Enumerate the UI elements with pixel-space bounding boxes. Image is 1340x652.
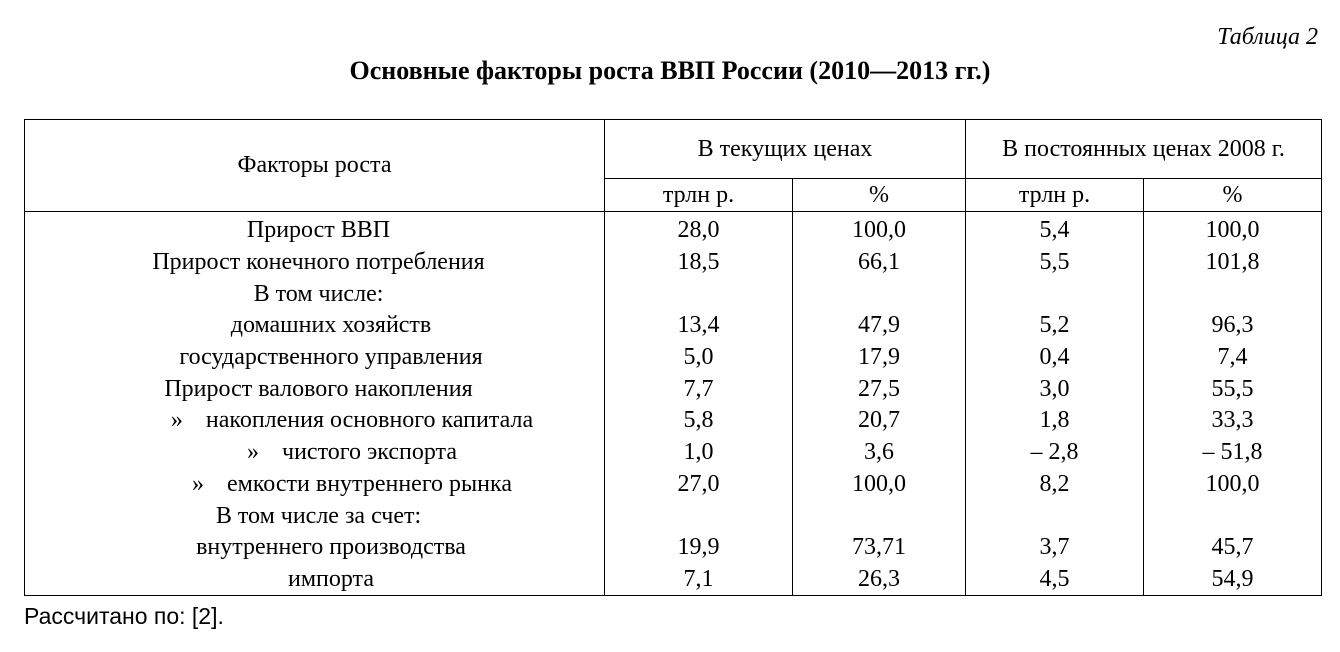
cell-current-pct — [793, 278, 966, 310]
ditto-mark: » — [247, 439, 260, 466]
table-row — [25, 212, 1322, 247]
table-label: Таблица 2 — [1217, 24, 1318, 50]
row-label: В том числе: — [25, 278, 605, 310]
header-factor: Факторы роста — [25, 120, 605, 212]
cell-current-pct: 47,9 — [793, 310, 966, 342]
table-row — [25, 564, 1322, 596]
cell-constant-trln: 5,5 — [966, 247, 1144, 279]
cell-current-trln: 18,5 — [605, 247, 793, 279]
cell-constant-trln: 8,2 — [966, 469, 1144, 501]
cell-current-pct: 17,9 — [793, 342, 966, 374]
cell-constant-pct: 96,3 — [1144, 310, 1322, 342]
cell-constant-pct: 55,5 — [1144, 373, 1322, 405]
cell-constant-trln: 1,8 — [966, 405, 1144, 437]
cell-constant-pct: 101,8 — [1144, 247, 1322, 279]
row-label: импорта — [25, 564, 605, 596]
row-label: В том числе за счет: — [25, 500, 605, 532]
cell-constant-pct: 33,3 — [1144, 405, 1322, 437]
table-row — [25, 500, 1322, 532]
row-label: накопления основного капитала — [205, 407, 534, 434]
row-label-cell — [25, 469, 605, 501]
cell-current-trln: 13,4 — [605, 310, 793, 342]
table-row — [25, 278, 1322, 310]
row-label-cell — [25, 405, 605, 437]
cell-current-pct: 100,0 — [793, 469, 966, 501]
table-row — [25, 373, 1322, 405]
cell-current-trln: 5,0 — [605, 342, 793, 374]
table-row — [25, 469, 1322, 501]
row-label: Прирост конечного потребления — [25, 247, 605, 279]
table-row — [25, 532, 1322, 564]
cell-constant-trln: 3,7 — [966, 532, 1144, 564]
cell-current-trln: 7,1 — [605, 564, 793, 596]
gdp-factors-table — [24, 119, 1322, 596]
header-current-prices: В текущих ценах — [605, 120, 966, 179]
row-label-cell — [25, 437, 605, 469]
ditto-mark: » — [170, 407, 183, 434]
cell-current-pct: 26,3 — [793, 564, 966, 596]
cell-current-trln — [605, 278, 793, 310]
cell-constant-trln: 5,2 — [966, 310, 1144, 342]
cell-constant-trln: 5,4 — [966, 212, 1144, 247]
row-label: чистого экспорта — [282, 439, 457, 466]
table-row — [25, 342, 1322, 374]
cell-constant-pct: 54,9 — [1144, 564, 1322, 596]
row-label: Прирост ВВП — [25, 212, 605, 247]
header-unit-constant-pct: % — [1144, 179, 1322, 212]
table-row — [25, 247, 1322, 279]
table-row — [25, 437, 1322, 469]
cell-current-pct: 20,7 — [793, 405, 966, 437]
cell-constant-trln: 0,4 — [966, 342, 1144, 374]
cell-current-trln: 5,8 — [605, 405, 793, 437]
cell-constant-pct: 45,7 — [1144, 532, 1322, 564]
header-unit-current-trln: трлн р. — [605, 179, 793, 212]
row-label: Прирост валового накопления — [25, 373, 605, 405]
cell-current-trln: 7,7 — [605, 373, 793, 405]
source-note: Рассчитано по: [2]. — [24, 603, 224, 629]
cell-constant-pct — [1144, 500, 1322, 532]
cell-current-trln — [605, 500, 793, 532]
cell-constant-trln: – 2,8 — [966, 437, 1144, 469]
row-label: государственного управления — [25, 342, 605, 374]
cell-current-trln: 1,0 — [605, 437, 793, 469]
cell-constant-trln — [966, 278, 1144, 310]
cell-constant-pct — [1144, 278, 1322, 310]
cell-current-pct: 27,5 — [793, 373, 966, 405]
cell-current-pct: 3,6 — [793, 437, 966, 469]
cell-current-trln: 28,0 — [605, 212, 793, 247]
table-row — [25, 405, 1322, 437]
ditto-mark: » — [192, 470, 204, 497]
row-label: внутреннего производства — [25, 532, 605, 564]
table-title: Основные факторы роста ВВП России (2010—2013 гг.) — [349, 56, 991, 85]
cell-constant-trln: 4,5 — [966, 564, 1144, 596]
row-label: емкости внутреннего рынка — [227, 470, 512, 497]
cell-current-pct: 100,0 — [793, 212, 966, 247]
cell-current-pct — [793, 500, 966, 532]
cell-current-pct: 66,1 — [793, 247, 966, 279]
cell-constant-trln — [966, 500, 1144, 532]
cell-current-pct: 73,71 — [793, 532, 966, 564]
cell-constant-pct: 7,4 — [1144, 342, 1322, 374]
row-label: домашних хозяйств — [25, 310, 605, 342]
header-unit-current-pct: % — [793, 179, 966, 212]
table-row — [25, 310, 1322, 342]
header-constant-prices: В постоянных ценах 2008 г. — [966, 120, 1322, 179]
cell-constant-pct: 100,0 — [1144, 469, 1322, 501]
header-unit-constant-trln: трлн р. — [966, 179, 1144, 212]
cell-constant-pct: 100,0 — [1144, 212, 1322, 247]
cell-constant-pct: – 51,8 — [1144, 437, 1322, 469]
cell-current-trln: 19,9 — [605, 532, 793, 564]
cell-current-trln: 27,0 — [605, 469, 793, 501]
cell-constant-trln: 3,0 — [966, 373, 1144, 405]
